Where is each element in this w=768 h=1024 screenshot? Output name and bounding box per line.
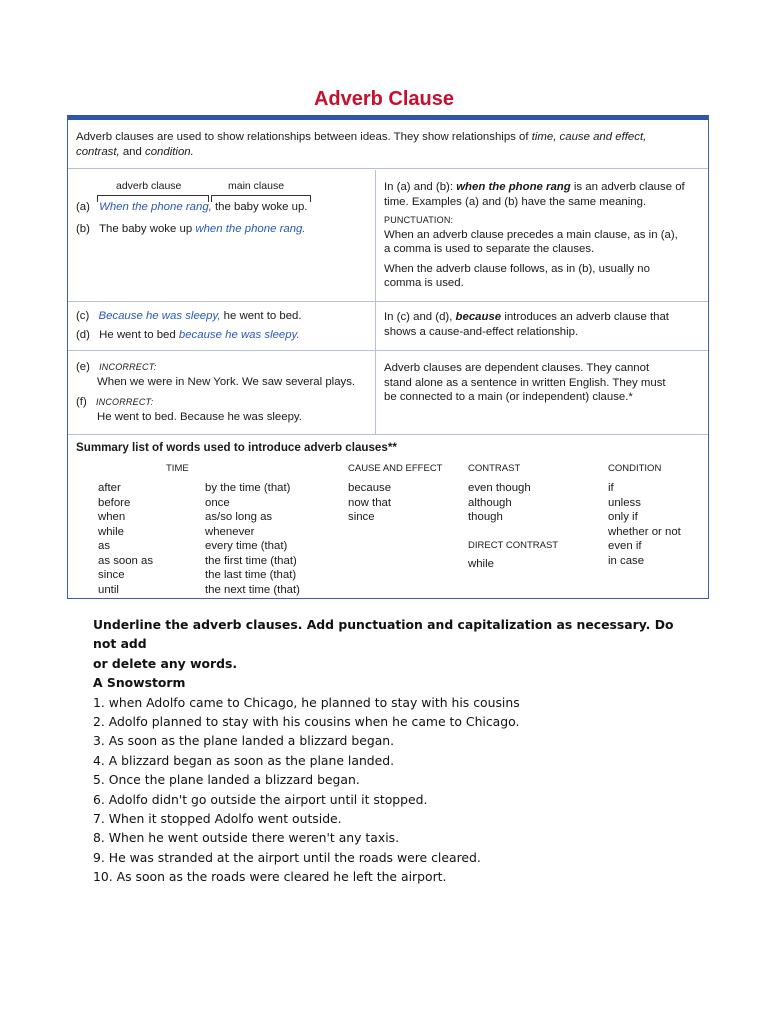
list-item: 2. Adolfo planned to stay with his cousins when he came to Chicago. xyxy=(93,714,520,730)
explanation-cd: In (c) and (d), because introduces an adverb clause that shows a cause-and-effect relationship. xyxy=(384,311,669,338)
explanation-ab: In (a) and (b): when the phone rang is an adverb clause of time. Examples (a) and (b) have the same meaning. PUNCTUATION: When an adverb clause precedes a main clause, as in (a), a comma is used to separate the clauses. When the adverb clause follows, as in (b), usually no comma is used. xyxy=(384,180,702,291)
list-item: as/so long as xyxy=(205,511,273,523)
list-item: whenever xyxy=(205,525,255,538)
head-time: TIME xyxy=(166,463,189,474)
list-item: now that xyxy=(348,496,392,509)
list-item: even if xyxy=(608,540,642,552)
chart-intro: Adverb clauses are used to show relationships between ideas. They show relationships of time, cause and effect, contrast, and condition. xyxy=(76,131,647,158)
example-c: (c) Because he was sleepy, he went to bed. xyxy=(76,310,302,322)
head-cause: CAUSE AND EFFECT xyxy=(348,463,443,474)
explanation-ef: Adverb clauses are dependent clauses. They cannot stand alone as a sentence in written English. They must be connected to a main (or independent) clause.* xyxy=(384,362,666,403)
list-item: 5. Once the plane landed a blizzard began. xyxy=(93,772,360,788)
head-condition: CONDITION xyxy=(608,463,662,474)
list-item: the first time (that) xyxy=(205,554,297,567)
list-item: only if xyxy=(608,511,638,523)
example-a: (a) When the phone rang, the baby woke up. xyxy=(76,201,308,213)
list-item: though xyxy=(468,511,503,523)
condition-words xyxy=(608,481,681,568)
list-item: because xyxy=(348,482,392,494)
list-item: while xyxy=(98,525,124,538)
time-words-col1 xyxy=(98,481,153,597)
story-title: A Snowstorm xyxy=(93,675,186,691)
example-e: When we were in New York. We saw several plays. xyxy=(97,376,356,388)
list-item: by the time (that) xyxy=(205,482,291,494)
list-item: whether or not xyxy=(608,525,681,538)
divider xyxy=(68,301,708,302)
list-item: when xyxy=(98,511,126,523)
list-item: 7. When it stopped Adolfo went outside. xyxy=(93,811,342,827)
example-e-letter: (e) INCORRECT: xyxy=(76,361,157,373)
list-item: once xyxy=(205,496,230,509)
list-item: 1. when Adolfo came to Chicago, he planned to stay with his cousins xyxy=(93,694,520,710)
summary-title: Summary list of words used to introduce adverb clauses** xyxy=(76,441,397,454)
divider xyxy=(68,350,708,351)
list-item: in case xyxy=(608,554,645,567)
list-item: even though xyxy=(468,482,531,494)
list-item: 8. When he went outside there weren't any taxis. xyxy=(93,830,400,846)
list-item: until xyxy=(98,583,119,596)
example-f-letter: (f) INCORRECT: xyxy=(76,396,154,408)
list-item: as xyxy=(98,540,111,552)
list-item: while xyxy=(468,558,494,570)
cause-words xyxy=(348,481,391,525)
exercise-section xyxy=(93,615,693,887)
example-d: (d) He went to bed because he was sleepy. xyxy=(76,329,300,341)
time-words-col2 xyxy=(205,481,300,597)
list-item: before xyxy=(98,496,131,509)
list-item: the next time (that) xyxy=(205,583,300,596)
list-item: after xyxy=(98,482,121,494)
list-item: 9. He was stranded at the airport until the roads were cleared. xyxy=(93,849,481,865)
direct-contrast-words xyxy=(468,557,494,572)
punctuation-label: PUNCTUATION: xyxy=(384,215,454,225)
list-item: as soon as xyxy=(98,554,154,567)
list-item: if xyxy=(608,482,614,494)
head-direct-contrast: DIRECT CONTRAST xyxy=(468,540,559,551)
label-adverb-clause: adverb clause xyxy=(116,180,182,192)
contrast-words xyxy=(468,481,531,525)
list-item: although xyxy=(468,496,512,509)
list-item: unless xyxy=(608,496,641,509)
label-main-clause: main clause xyxy=(228,180,285,192)
list-item: 3. As soon as the plane landed a blizzard began. xyxy=(93,733,395,749)
list-item: 6. Adolfo didn't go outside the airport until it stopped. xyxy=(93,791,428,807)
grammar-chart xyxy=(67,115,709,599)
page-title: Adverb Clause xyxy=(313,88,455,110)
divider xyxy=(68,434,708,435)
example-f: He went to bed. Because he was sleepy. xyxy=(97,411,302,423)
list-item: 10. As soon as the roads were cleared he left the airport. xyxy=(93,869,447,885)
column-divider xyxy=(375,170,376,434)
list-item: 4. A blizzard began as soon as the plane landed. xyxy=(93,752,395,768)
list-item: since xyxy=(98,569,125,581)
list-item: every time (that) xyxy=(205,540,288,552)
instructions-line-1: Underline the adverb clauses. Add punctuation and capitalization as necessary. Do not add xyxy=(93,617,674,652)
divider xyxy=(68,168,708,169)
instructions-line-2: or delete any words. xyxy=(93,655,238,671)
example-b: (b) The baby woke up when the phone rang. xyxy=(76,223,306,235)
list-item: since xyxy=(348,511,375,523)
head-contrast: CONTRAST xyxy=(468,463,521,474)
list-item: the last time (that) xyxy=(205,569,297,581)
